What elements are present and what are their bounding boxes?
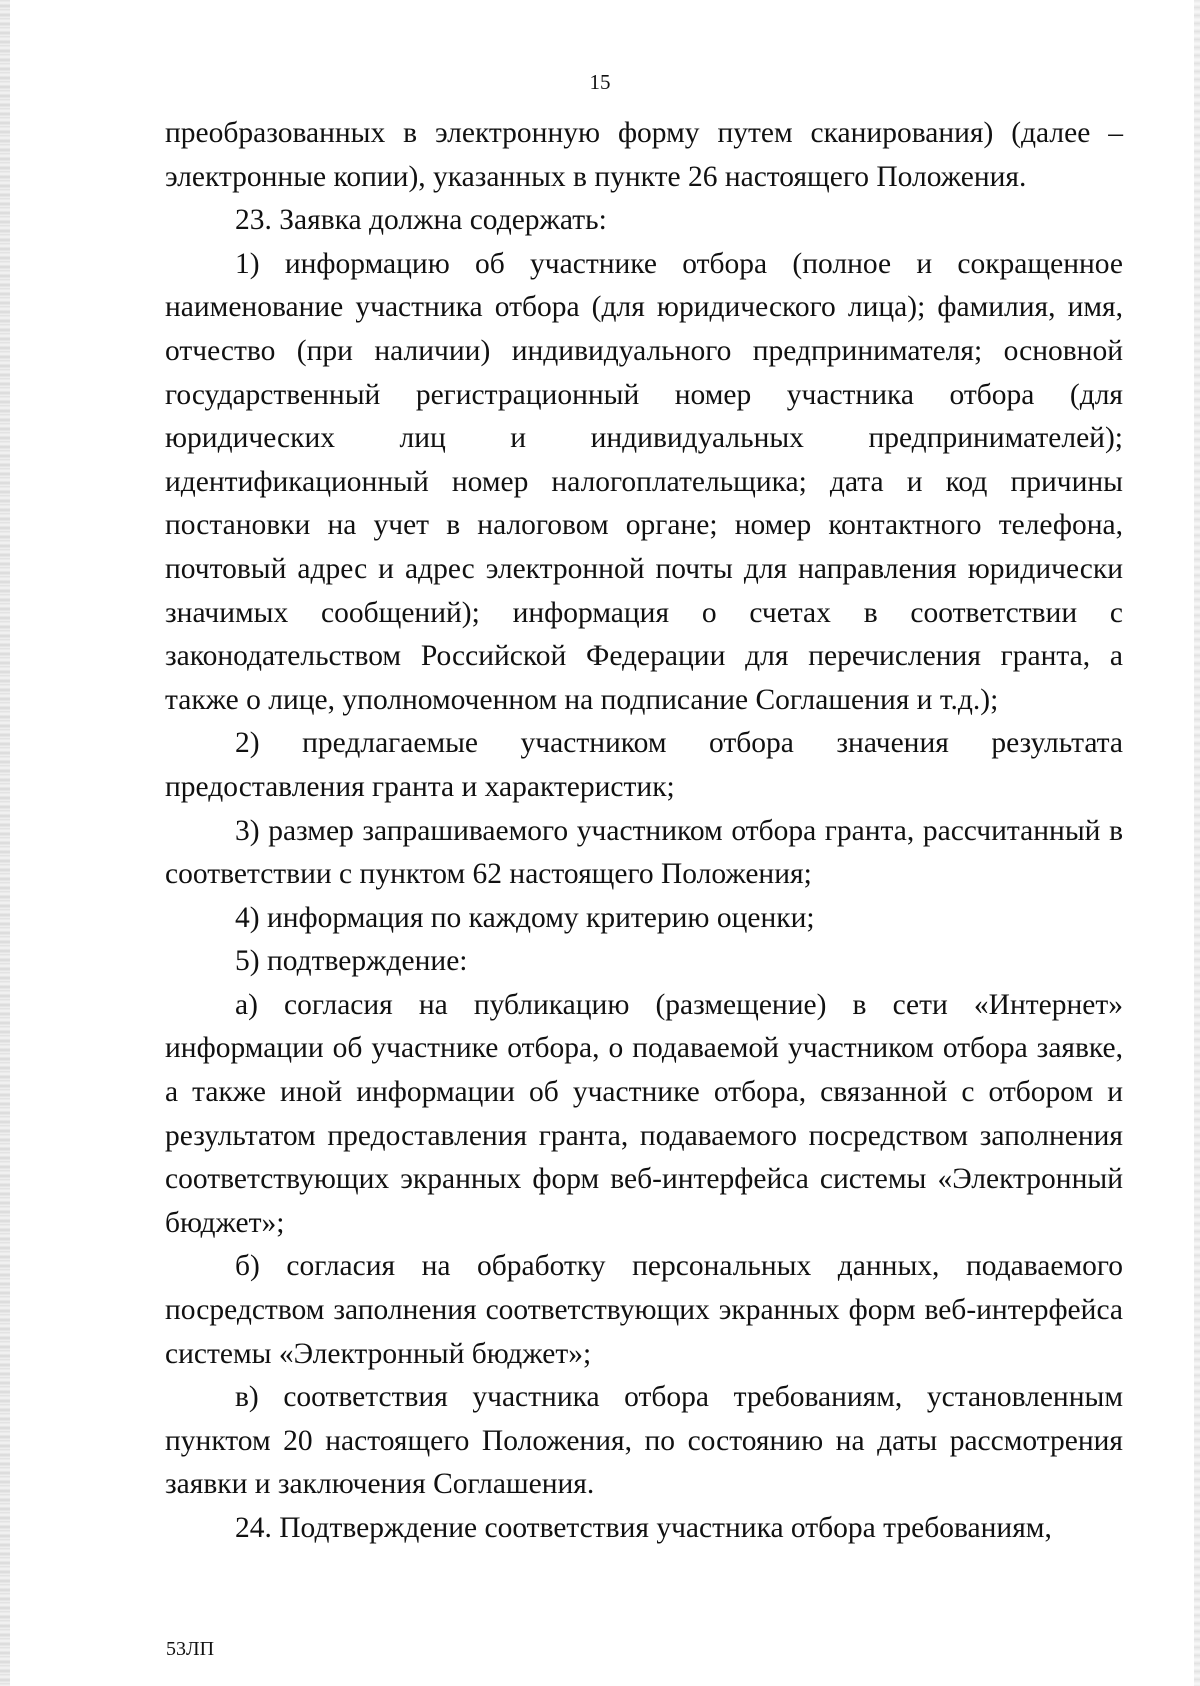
paragraph-subitem-2: 2) предлагаемые участником отбора значения результата предоставления гранта и характеристик; <box>165 727 1123 803</box>
scan-edge-right <box>1194 0 1200 1686</box>
paragraph-subitem-3: 3) размер запрашиваемого участником отбора гранта, рассчитанный в соответствии с пунктом 62 настоящего Положения; <box>165 814 1123 891</box>
paragraph-subitem-1: 1) информацию об участнике отбора (полное и сокращенное наименование участника отбора (для юридического лица); фамилия, имя, отчество (при наличии) индивидуального предпринимателя; основной государственный регистрационный номер участника отбора (для юридических лиц и индивидуальных предпринимателей); идентификационный номер налогоплательщика; дата и код причины постановки на учет в налоговом органе; номер контактного телефона, почтовый адрес и адрес электронной почты для направления юридически значимых сообщений); информация о счетах в соответствии с законодательством Российской Федерации для перечисления гранта, а также о лице, уполномоченном на подписание Соглашения и т.д.); <box>165 247 1123 716</box>
paragraph-subitem-b: б) согласия на обработку персональных данных, подаваемого посредством заполнения соответствующих экранных форм веб-интерфейса системы «Электронный бюджет»; <box>165 1250 1123 1370</box>
paragraph-subitem-4: 4) информация по каждому критерию оценки; <box>235 901 815 934</box>
scan-edge-left <box>0 0 10 1686</box>
paragraph-item-23: 23. Заявка должна содержать: <box>235 204 607 237</box>
paragraph-subitem-a: а) согласия на публикацию (размещение) в сети «Интернет» информации об участнике отбора, о подаваемой участником отбора заявке, а также иной информации об участнике отбора, связанной с отбором и результатом предоставления гранта, подаваемого посредством заполнения соответствующих экранных форм веб-интерфейса системы «Электронный бюджет»; <box>165 988 1123 1239</box>
footer-document-code: 53ЛП <box>166 1638 215 1660</box>
paragraph-subitem-v: в) соответствия участника отбора требованиям, установленным пунктом 20 настоящего Положения, по состоянию на даты рассмотрения заявки и заключения Соглашения. <box>165 1381 1123 1501</box>
paragraph-continuation: преобразованных в электронную форму путем сканирования) (далее – электронные копии), указанных в пункте 26 настоящего Положения. <box>165 117 1123 193</box>
document-body <box>165 112 1123 1551</box>
page-number: 15 <box>589 70 611 94</box>
paragraph-item-24: 24. Подтверждение соответствия участника отбора требованиям, <box>235 1512 1052 1544</box>
paragraph-subitem-5: 5) подтверждение: <box>235 945 468 978</box>
